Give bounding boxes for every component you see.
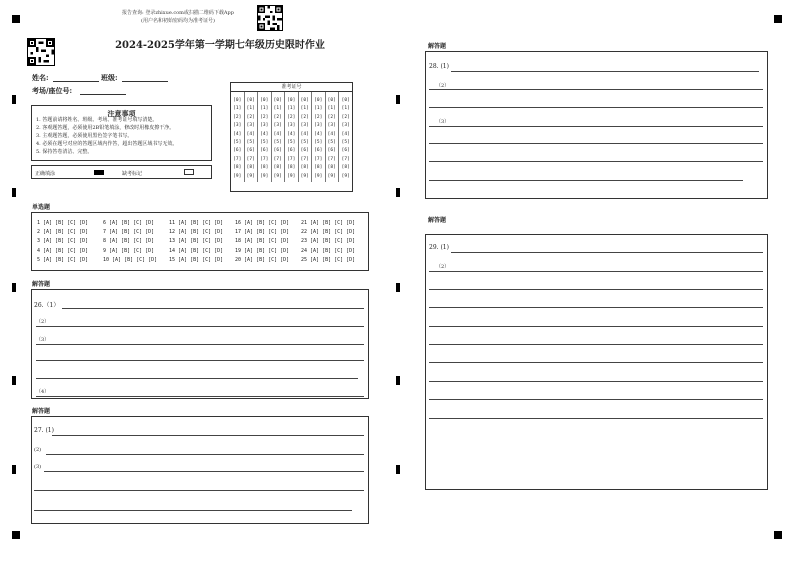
exam-id-bubble[interactable]: [2] — [273, 114, 282, 120]
exam-id-bubble[interactable]: [8] — [341, 165, 350, 171]
exam-id-bubble[interactable]: [3] — [327, 123, 336, 129]
answer-line[interactable] — [52, 435, 364, 436]
exam-id-bubble[interactable]: [0] — [246, 98, 255, 103]
q26-section-label: 解答题 — [32, 281, 51, 288]
exam-id-bubble[interactable]: [8] — [314, 165, 323, 171]
exam-id-bubble[interactable]: [9] — [300, 173, 309, 179]
answer-line[interactable] — [36, 360, 364, 361]
answer-line[interactable] — [429, 161, 763, 162]
mc-question-row[interactable]: 4 [A] [B] [C] [D] — [37, 247, 89, 254]
exam-id-bubble[interactable]: [6] — [246, 148, 255, 154]
report-notice-line1: 报告查询: 登录zhixue.com或扫描二维码下载App — [122, 10, 234, 16]
seat-input[interactable] — [80, 94, 126, 95]
exam-id-bubble[interactable]: [5] — [327, 140, 336, 145]
exam-id-bubble[interactable]: [9] — [314, 173, 323, 179]
exam-id-bubble[interactable]: [1] — [233, 106, 242, 112]
q26-number: 26.（1） — [34, 302, 60, 309]
exam-id-bubble[interactable]: [4] — [300, 131, 309, 137]
answer-line[interactable] — [429, 381, 763, 382]
exam-id-bubble[interactable]: [0] — [260, 98, 269, 103]
timing-mark — [396, 376, 400, 385]
student-qr-code — [27, 38, 55, 66]
exam-id-bubble[interactable]: [7] — [246, 156, 255, 162]
mc-question-row[interactable]: 8 [A] [B] [C] [D] — [103, 238, 155, 245]
exam-id-bubble[interactable]: [7] — [233, 156, 242, 162]
exam-id-column — [326, 92, 340, 182]
note-item: 5. 保持答卷清洁、完整。 — [36, 149, 93, 155]
exam-id-bubble[interactable]: [0] — [287, 98, 296, 103]
exam-id-bubble[interactable]: [8] — [273, 165, 282, 171]
answer-line[interactable] — [34, 490, 364, 491]
exam-id-column — [231, 92, 245, 182]
exam-id-bubble[interactable]: [0] — [314, 98, 323, 103]
q27-sub3-label: (3) — [34, 464, 42, 470]
exam-id-bubble[interactable]: [3] — [341, 123, 350, 129]
mc-question-row[interactable]: 20 [A] [B] [C] [D] — [235, 256, 290, 263]
mc-question-row[interactable]: 3 [A] [B] [C] [D] — [37, 238, 89, 245]
answer-line[interactable] — [36, 378, 358, 379]
answer-line[interactable] — [36, 396, 364, 397]
timing-mark — [12, 376, 16, 385]
exam-id-column — [272, 92, 286, 182]
answer-line[interactable] — [429, 362, 763, 363]
exam-id-bubble[interactable]: [4] — [260, 131, 269, 137]
notes-box — [31, 105, 212, 161]
exam-id-column — [339, 92, 353, 182]
exam-id-bubble[interactable]: [4] — [314, 131, 323, 137]
q28-number: 28. (1) — [429, 63, 449, 70]
answer-line[interactable] — [429, 89, 763, 90]
q26-sub2-label: （2） — [36, 319, 50, 325]
mc-question-row[interactable]: 24 [A] [B] [C] [D] — [301, 247, 356, 254]
report-notice — [108, 9, 248, 25]
mc-question-row[interactable]: 22 [A] [B] [C] [D] — [301, 229, 356, 236]
q29-answer-box[interactable] — [425, 234, 768, 490]
report-notice-line2: (用户名和初始密码均为准考证号) — [141, 18, 215, 24]
exam-id-bubble[interactable]: [3] — [233, 123, 242, 129]
exam-id-bubble[interactable]: [1] — [287, 106, 296, 112]
registration-mark — [774, 15, 782, 23]
answer-line[interactable] — [429, 143, 763, 144]
class-input[interactable] — [122, 81, 168, 82]
page-title: 2024-2025学年第一学期七年级历史限时作业 — [115, 40, 325, 51]
exam-id-bubble[interactable]: [3] — [260, 123, 269, 129]
note-item: 4. 必须在题号对应的答题区域内作答，超出答题区域书写无效。 — [36, 141, 178, 147]
q27-number: 27. (1) — [34, 427, 54, 434]
exam-id-title: 准考证号 — [231, 83, 352, 92]
mc-question-row[interactable]: 12 [A] [B] [C] [D] — [169, 229, 224, 236]
mc-question-row[interactable]: 11 [A] [B] [C] [D] — [169, 220, 224, 226]
q29-section-label: 解答题 — [428, 217, 447, 224]
correct-fill-sample — [94, 170, 104, 175]
mc-section-label: 单选题 — [32, 204, 51, 211]
class-label: 班级: — [101, 73, 118, 82]
mc-question-row[interactable]: 2 [A] [B] [C] [D] — [37, 229, 89, 236]
answer-line[interactable] — [429, 271, 763, 272]
seat-label: 考场/座位号: — [32, 86, 73, 95]
registration-mark — [774, 531, 782, 539]
exam-id-bubble[interactable]: [5] — [341, 140, 350, 145]
q26-sub4-label: （4） — [36, 389, 50, 395]
exam-id-bubble[interactable]: [1] — [260, 106, 269, 112]
exam-id-bubble[interactable]: [2] — [327, 114, 336, 120]
exam-id-bubble[interactable]: [1] — [314, 106, 323, 112]
answer-line[interactable] — [429, 399, 763, 400]
exam-id-bubble[interactable]: [1] — [327, 106, 336, 112]
mc-question-row[interactable]: 10 [A] [B] [C] [D] — [103, 256, 158, 263]
exam-id-bubble[interactable]: [6] — [327, 148, 336, 154]
absent-mark-label: 缺考标记 — [122, 171, 143, 177]
answer-line[interactable] — [429, 107, 763, 108]
exam-id-bubble[interactable]: [9] — [327, 173, 336, 179]
exam-id-bubble[interactable]: [3] — [273, 123, 282, 129]
exam-id-grid — [230, 82, 353, 192]
exam-id-bubble[interactable]: [6] — [341, 148, 350, 154]
timing-mark — [12, 283, 16, 292]
exam-id-bubble[interactable]: [9] — [246, 173, 255, 179]
exam-id-bubble[interactable]: [2] — [341, 114, 350, 120]
q29-sub2-label: （2） — [436, 264, 450, 270]
exam-id-bubble[interactable]: [7] — [287, 156, 296, 162]
exam-id-bubble[interactable]: [8] — [327, 165, 336, 171]
mc-question-row[interactable]: 23 [A] [B] [C] [D] — [301, 238, 356, 245]
answer-line[interactable] — [429, 289, 763, 290]
exam-id-column — [245, 92, 259, 182]
exam-id-bubble[interactable]: [3] — [300, 123, 309, 129]
q27-section-label: 解答题 — [32, 408, 51, 415]
exam-id-bubble[interactable]: [4] — [246, 131, 255, 137]
exam-id-bubble[interactable]: [4] — [341, 131, 350, 137]
exam-id-bubble[interactable]: [6] — [260, 148, 269, 154]
answer-line[interactable] — [451, 71, 759, 72]
answer-line[interactable] — [451, 252, 763, 253]
correct-fill-label: 正确填涂 — [35, 171, 56, 177]
answer-line[interactable] — [429, 326, 763, 327]
exam-id-column — [285, 92, 299, 182]
exam-id-bubble[interactable]: [8] — [300, 165, 309, 171]
exam-id-column — [258, 92, 272, 182]
exam-id-bubble[interactable]: [9] — [273, 173, 282, 179]
q28-sub3-label: （3） — [436, 119, 450, 125]
exam-id-bubble[interactable]: [7] — [327, 156, 336, 162]
answer-line[interactable] — [429, 307, 763, 308]
exam-id-bubble[interactable]: [7] — [260, 156, 269, 162]
answer-line[interactable] — [429, 344, 763, 345]
mc-question-row[interactable]: 15 [A] [B] [C] [D] — [169, 256, 224, 263]
timing-mark — [396, 95, 400, 104]
exam-id-bubble[interactable]: [7] — [273, 156, 282, 162]
mc-question-row[interactable]: 19 [A] [B] [C] [D] — [235, 247, 290, 254]
exam-id-bubble[interactable]: [2] — [233, 114, 242, 120]
exam-id-bubble[interactable]: [4] — [287, 131, 296, 137]
exam-id-bubble[interactable]: [1] — [300, 106, 309, 112]
timing-mark — [396, 465, 400, 474]
app-download-qr-code — [257, 5, 283, 31]
q27-answer-box[interactable] — [31, 416, 369, 524]
mc-question-row[interactable]: 5 [A] [B] [C] [D] — [37, 256, 89, 263]
exam-id-column — [299, 92, 313, 182]
exam-id-bubble[interactable]: [4] — [327, 131, 336, 137]
answer-line[interactable] — [429, 126, 763, 127]
exam-id-bubble[interactable]: [6] — [287, 148, 296, 154]
exam-id-bubble[interactable]: [0] — [233, 98, 242, 103]
timing-mark — [396, 283, 400, 292]
note-item: 1. 答题前请将姓名、班级、考场、准考证号填写清楚。 — [36, 117, 158, 123]
mc-question-row[interactable]: 9 [A] [B] [C] [D] — [103, 247, 155, 254]
exam-id-bubble[interactable]: [7] — [341, 156, 350, 162]
notes-title: 注意事项 — [107, 109, 136, 118]
registration-mark — [12, 15, 20, 23]
exam-id-bubble[interactable]: [3] — [287, 123, 296, 129]
exam-id-bubble[interactable]: [7] — [300, 156, 309, 162]
exam-id-bubble[interactable]: [1] — [273, 106, 282, 112]
answer-line[interactable] — [36, 344, 364, 345]
mc-answer-box — [31, 212, 369, 271]
exam-id-bubble[interactable]: [6] — [273, 148, 282, 154]
exam-id-bubble[interactable]: [0] — [327, 98, 336, 103]
exam-id-bubble[interactable]: [3] — [246, 123, 255, 129]
answer-line[interactable] — [429, 418, 763, 419]
name-input[interactable] — [53, 81, 99, 82]
exam-id-bubble[interactable]: [5] — [233, 140, 242, 145]
mc-question-row[interactable]: 16 [A] [B] [C] [D] — [235, 220, 290, 226]
answer-line[interactable] — [46, 454, 364, 455]
answer-line[interactable] — [429, 180, 743, 181]
exam-id-bubble[interactable]: [0] — [273, 98, 282, 103]
q28-answer-box[interactable] — [425, 51, 768, 199]
q28-sub2-label: （2） — [436, 83, 450, 89]
exam-id-bubble[interactable]: [6] — [314, 148, 323, 154]
exam-id-bubble[interactable]: [4] — [273, 131, 282, 137]
exam-id-bubble[interactable]: [6] — [300, 148, 309, 154]
mc-question-row[interactable]: 7 [A] [B] [C] [D] — [103, 229, 155, 236]
answer-line[interactable] — [62, 308, 364, 309]
answer-line[interactable] — [34, 510, 352, 511]
exam-id-bubble[interactable]: [1] — [246, 106, 255, 112]
exam-id-bubble[interactable]: [5] — [260, 140, 269, 145]
q26-sub3-label: （3） — [36, 337, 50, 343]
exam-id-bubble[interactable]: [5] — [287, 140, 296, 145]
timing-mark — [396, 188, 400, 197]
registration-mark — [12, 531, 20, 539]
answer-line[interactable] — [36, 326, 364, 327]
timing-mark — [12, 465, 16, 474]
exam-id-bubble[interactable]: [8] — [260, 165, 269, 171]
exam-id-bubble[interactable]: [5] — [246, 140, 255, 145]
exam-id-bubble[interactable]: [7] — [314, 156, 323, 162]
q27-sub2-label: (2) — [34, 447, 42, 453]
exam-id-column — [312, 92, 326, 182]
exam-id-bubble[interactable]: [8] — [233, 165, 242, 171]
mc-question-row[interactable]: 25 [A] [B] [C] [D] — [301, 256, 356, 263]
exam-id-bubble[interactable]: [0] — [341, 98, 350, 103]
exam-id-bubble[interactable]: [8] — [246, 165, 255, 171]
exam-id-bubble[interactable]: [2] — [300, 114, 309, 120]
q29-number: 29. (1) — [429, 244, 449, 251]
exam-id-bubble[interactable]: [9] — [287, 173, 296, 179]
exam-id-bubble[interactable]: [0] — [300, 98, 309, 103]
exam-id-bubble[interactable]: [5] — [300, 140, 309, 145]
q26-answer-box[interactable] — [31, 289, 369, 399]
exam-id-bubble[interactable]: [2] — [260, 114, 269, 120]
exam-id-bubble[interactable]: [6] — [233, 148, 242, 154]
exam-id-bubble[interactable]: [8] — [287, 165, 296, 171]
fill-legend-box — [31, 165, 212, 179]
note-item: 3. 主观题答题，必须使用黑色签字笔书写。 — [36, 133, 133, 139]
timing-mark — [12, 95, 16, 104]
exam-id-bubble[interactable]: [5] — [273, 140, 282, 145]
mc-question-row[interactable]: 6 [A] [B] [C] [D] — [103, 220, 155, 226]
exam-id-bubble[interactable]: [4] — [233, 131, 242, 137]
name-label: 姓名: — [32, 73, 49, 82]
mc-question-row[interactable]: 18 [A] [B] [C] [D] — [235, 238, 290, 245]
exam-id-bubble[interactable]: [5] — [314, 140, 323, 145]
exam-id-bubble[interactable]: [1] — [341, 106, 350, 112]
mc-question-row[interactable]: 14 [A] [B] [C] [D] — [169, 247, 224, 254]
mc-question-row[interactable]: 21 [A] [B] [C] [D] — [301, 220, 356, 226]
mc-question-row[interactable]: 17 [A] [B] [C] [D] — [235, 229, 290, 236]
exam-id-bubble[interactable]: [2] — [314, 114, 323, 120]
exam-id-bubble[interactable]: [2] — [287, 114, 296, 120]
exam-id-bubble[interactable]: [9] — [260, 173, 269, 179]
mc-question-row[interactable]: 1 [A] [B] [C] [D] — [37, 220, 89, 226]
exam-id-bubble[interactable]: [9] — [341, 173, 350, 179]
mc-question-row[interactable]: 13 [A] [B] [C] [D] — [169, 238, 224, 245]
absent-mark-checkbox[interactable] — [184, 169, 194, 175]
note-item: 2. 客观题答题，必须使用2B铅笔填涂，修改时用橡皮擦干净。 — [36, 125, 175, 131]
exam-id-bubble[interactable]: [3] — [314, 123, 323, 129]
answer-line[interactable] — [44, 471, 364, 472]
exam-id-bubble[interactable]: [2] — [246, 114, 255, 120]
q28-section-label: 解答题 — [428, 43, 447, 50]
timing-mark — [12, 188, 16, 197]
exam-id-bubble[interactable]: [9] — [233, 173, 242, 179]
